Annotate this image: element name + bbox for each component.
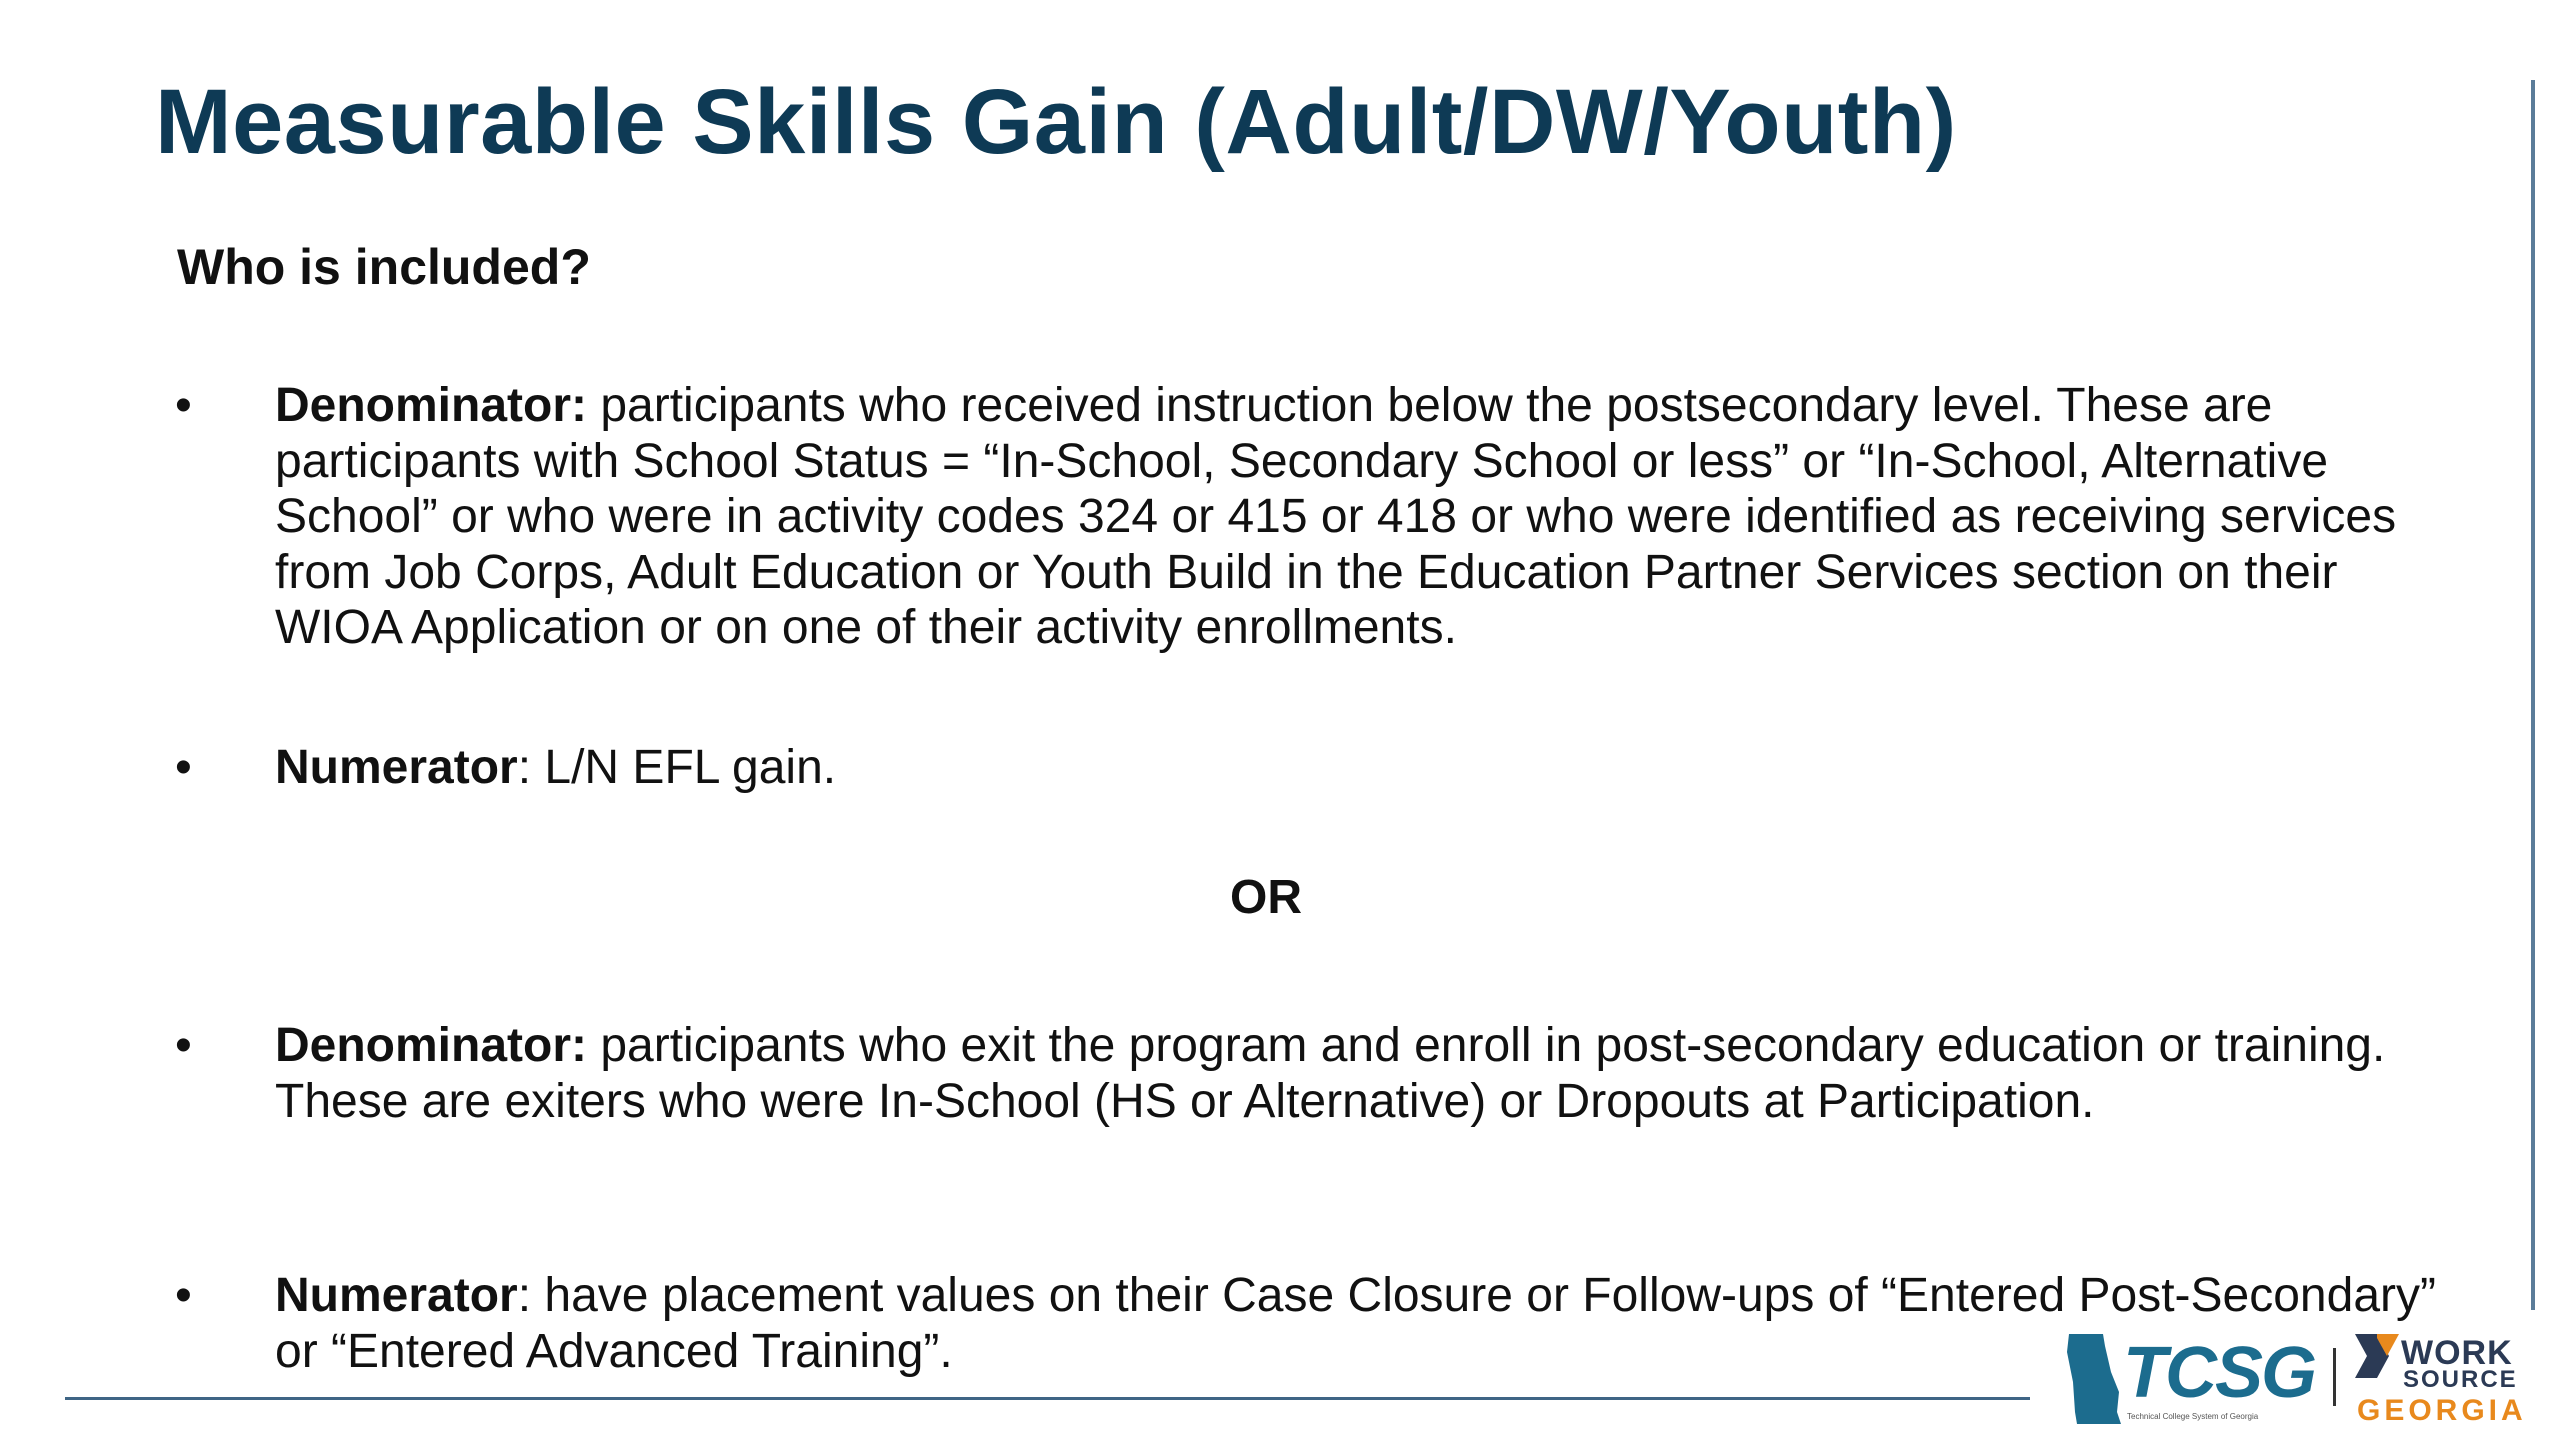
footer-logos xyxy=(2065,1330,2535,1430)
bullet-marker: • xyxy=(175,741,192,794)
or-separator: OR xyxy=(1230,871,1302,924)
worksource-georgia-logo xyxy=(2355,1330,2535,1430)
slide-title: Measurable Skills Gain (Adult/DW/Youth) xyxy=(155,71,1957,173)
bullet-body: participants who exit the program and enroll in post-secondary education or training. These are exiters who were In-School (HS or Alternative) or Dropouts at Participation. xyxy=(275,1019,2386,1128)
bullet-label: Denominator: xyxy=(275,1019,587,1072)
bullet-body: participants who received instruction below the postsecondary level. These are participants with School Status = “In-School, Secondary School or less” or “In-School, Alternative School” or who were in activity codes 324 or 415 or 418 or who were identified as receiving services from Job Corps, Adult Education or Youth Build in the Education Partner Services section on their WIOA Application or on one of their activity enrollments. xyxy=(275,379,2397,654)
bullet-item xyxy=(275,1018,2455,1129)
worksource-work-text: WORK xyxy=(2401,1334,2513,1372)
tcsg-logo xyxy=(2065,1330,2316,1430)
bullet-body: : have placement values on their Case Closure or Follow-ups of “Entered Post-Secondary” or “Entered Advanced Training”. xyxy=(275,1269,2436,1378)
bullet-label: Numerator xyxy=(275,741,518,794)
worksource-source-text: SOURCE xyxy=(2403,1366,2518,1393)
tcsg-wordmark: TCSG xyxy=(2123,1333,2316,1413)
right-divider-line xyxy=(2531,80,2535,1310)
tcsg-tagline: Technical College System of Georgia xyxy=(2127,1412,2259,1421)
bullet-marker: • xyxy=(175,1269,192,1322)
bullet-label: Numerator xyxy=(275,1269,518,1322)
bullet-body: : L/N EFL gain. xyxy=(517,741,837,794)
bullet-label: Denominator: xyxy=(275,379,587,432)
bullet-marker: • xyxy=(175,379,192,432)
georgia-state-icon xyxy=(2065,1332,2125,1428)
bullet-marker: • xyxy=(175,1019,192,1072)
bullet-item xyxy=(275,740,2455,796)
bullet-item xyxy=(275,378,2455,656)
bottom-divider-line xyxy=(65,1397,2030,1400)
worksource-chevron-icon xyxy=(2355,1334,2403,1396)
logo-divider xyxy=(2333,1348,2336,1406)
subheading: Who is included? xyxy=(177,239,591,295)
worksource-georgia-text: GEORGIA xyxy=(2357,1394,2527,1427)
